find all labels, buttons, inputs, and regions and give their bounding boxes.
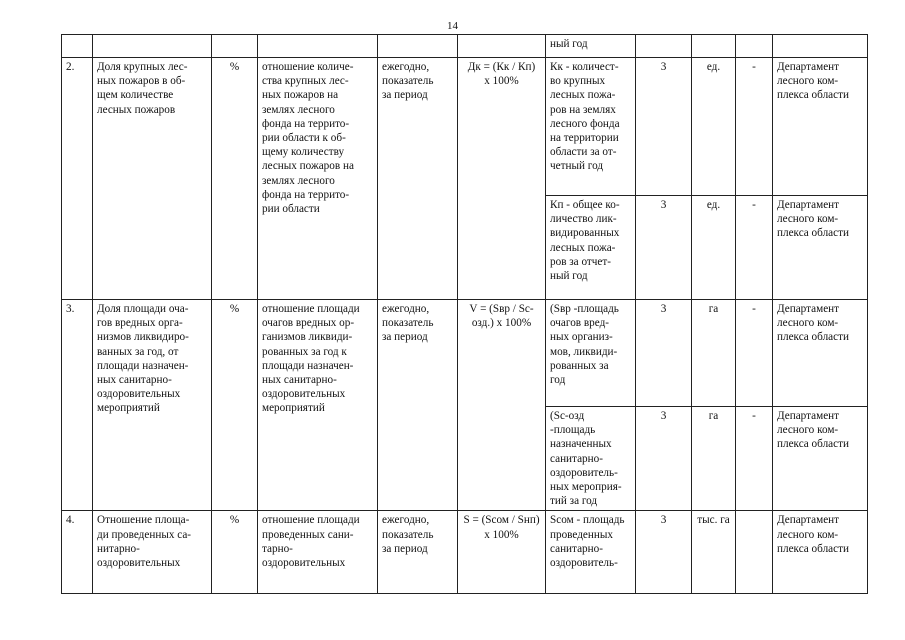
var-code: 3 [660,61,667,73]
cell-owner [773,196,868,300]
var-desc-text: Sсом - площадь проведенных санитарно- оздоровитель- [550,514,625,570]
cell-dash [736,35,773,58]
cell-var-unit [692,196,736,300]
cell-var-desc [546,58,636,196]
var-owner: Департамент лесного ком- плекса области [777,199,849,240]
row-number: 4. [66,514,75,527]
cell-code [636,407,692,511]
cell-var-desc [546,300,636,407]
cell-code [636,58,692,196]
var-desc-text: (Sс-озд -площадь назначенных санитарно- оздоровитель- ных мероприя- тий за год [550,410,622,508]
cell-owner [773,35,868,58]
cell-var-desc [546,511,636,594]
var-unit: ед. [706,199,721,211]
var-dash: - [752,410,756,422]
indicator-unit: % [229,61,240,73]
cell-owner [773,58,868,196]
cell-dash [736,300,773,407]
cell-var-unit [692,407,736,511]
cell-definition [258,300,378,511]
page-number: 14 [447,20,458,32]
var-owner: Департамент лесного ком- плекса области [777,410,849,451]
cell-period [378,300,458,511]
var-code: 3 [660,199,667,211]
cell-unit [212,58,258,300]
cell-var-unit [692,35,736,58]
cell-var-unit [692,58,736,196]
cell-code [636,196,692,300]
cell-dash [736,407,773,511]
cell-formula [458,35,546,58]
cell-owner [773,511,868,594]
cell-var-desc [546,35,636,58]
indicator-name: Отношение площа- ди проведенных са- нитарно- оздоровительных [97,514,192,570]
cell-owner [773,407,868,511]
table-row [62,511,868,594]
cell-definition [258,58,378,300]
cell-unit [212,511,258,594]
var-dash: - [752,199,756,211]
indicator-definition: отношение количе- ства крупных лес- ных пожаров на землях лесного фонда на террито- рии области к об- щему количеству лесных пожаров на землях лесного фонда на террито- рии области [262,61,354,216]
indicator-formula: S = (Sсом / Sнп) х 100% [463,514,540,541]
cell-period [378,58,458,300]
indicator-unit: % [229,303,240,315]
cell-formula [458,300,546,511]
row-number: 3. [66,303,75,315]
cell-period [378,511,458,594]
cell-formula [458,511,546,594]
indicator-period: ежегодно, показатель за период [382,514,434,555]
indicator-unit: % [229,514,240,527]
var-unit: тыс. га [697,514,730,527]
cell-dash [736,58,773,196]
cell-owner [773,300,868,407]
var-code: 3 [660,514,667,527]
cell-formula [458,58,546,300]
row-number: 2. [66,61,75,73]
cell-dash [736,196,773,300]
indicator-name: Доля крупных лес- ных пожаров в об- щем количестве лесных пожаров [97,61,188,116]
cell-name [93,58,212,300]
var-unit: га [708,303,719,315]
indicator-formula: V = (Sвр / Sс- озд.) х 100% [469,303,534,330]
cell-var-unit [692,300,736,407]
cell-name [93,300,212,511]
cell-var-desc [546,407,636,511]
indicator-name: Доля площади оча- гов вредных орга- низмов ликвидиро- ванных за год, от площади назначен- ных санитарно- оздоровительных мероприятий [97,303,189,415]
cell-dash [736,511,773,594]
cell-num [62,35,93,58]
indicator-formula: Дк = (Кк / Кп) х 100% [467,61,536,88]
var-desc-text: Кп - общее ко- личество лик- видированных лесных пожа- ров за отчет- ный год [550,199,620,283]
continuation-row [62,35,868,58]
cell-unit [212,35,258,58]
cell-code [636,300,692,407]
cell-num [62,511,93,594]
cell-definition [258,511,378,594]
indicator-period: ежегодно, показатель за период [382,303,434,344]
var-code: 3 [660,410,667,422]
indicator-definition: отношение площади очагов вредных ор- ганизмов ликвиди- рованных за год к площади назначен- ных санитарно- оздоровительных мероприятий [262,303,360,415]
cell-num [62,58,93,300]
var-dash: - [752,303,756,315]
table-row [62,58,868,196]
cell-num [62,300,93,511]
var-desc-text: ный год [550,38,588,50]
cell-code [636,511,692,594]
var-desc-text: (Sвр -площадь очагов вред- ных организ- мов, ликвиди- рованных за год [550,303,619,387]
cell-unit [212,300,258,511]
var-dash: - [752,61,756,73]
cell-var-desc [546,196,636,300]
var-unit: ед. [706,61,721,73]
cell-var-unit [692,511,736,594]
table-row [62,300,868,407]
indicator-table [61,34,868,594]
cell-name [93,511,212,594]
var-unit: га [708,410,719,422]
indicator-definition: отношение площади проведенных сани- тарно- оздоровительных [262,514,360,570]
var-desc-text: Кк - количест- во крупных лесных пожа- ров на землях лесного фонда на территории области за от- четный год [550,61,620,173]
indicator-period: ежегодно, показатель за период [382,61,434,102]
var-owner: Департамент лесного ком- плекса области [777,514,849,555]
cell-code [636,35,692,58]
var-owner: Департамент лесного ком- плекса области [777,61,849,102]
cell-definition [258,35,378,58]
var-owner: Департамент лесного ком- плекса области [777,303,849,344]
cell-period [378,35,458,58]
var-code: 3 [660,303,667,315]
cell-name [93,35,212,58]
